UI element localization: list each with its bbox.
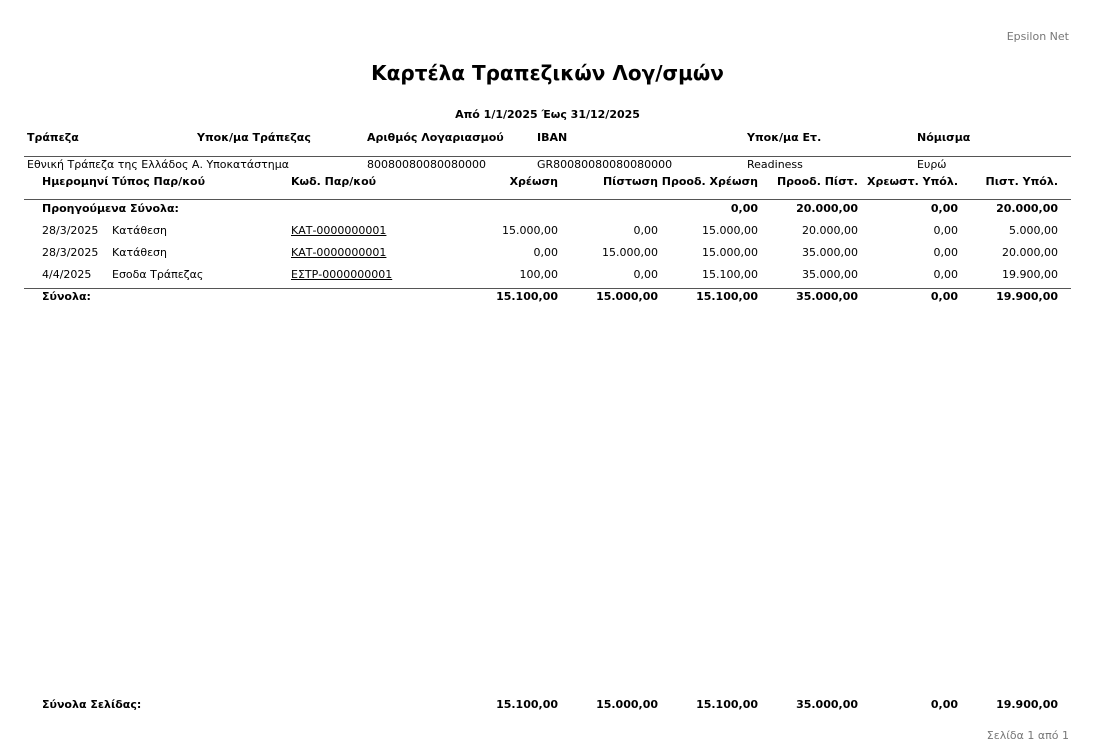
previous-prev-debit: 0,00: [730, 202, 758, 215]
iban-header: IBAN: [537, 131, 568, 144]
brand-label: Epsilon Net: [1006, 30, 1069, 43]
currency-value: Ευρώ: [917, 158, 947, 171]
row-credit-balance: 5.000,00: [1009, 224, 1058, 237]
col-debit-balance: Χρεωστ. Υπόλ.: [867, 175, 958, 188]
bank-header: Τράπεζα: [27, 131, 79, 144]
page-totals-label: Σύνολα Σελίδας:: [42, 698, 142, 711]
col-date: Ημερομηνί: [42, 175, 109, 188]
totals-credit-balance: 19.900,00: [996, 290, 1058, 303]
row-date: 4/4/2025: [42, 268, 92, 281]
report-title: Καρτέλα Τραπεζικών Λογ/σμών: [371, 61, 724, 85]
totals-credit: 15.000,00: [596, 290, 658, 303]
account-number-value: 80080080080080000: [367, 158, 486, 171]
totals-label: Σύνολα:: [42, 290, 91, 303]
row-credit-balance: 20.000,00: [1002, 246, 1058, 259]
row-credit: 15.000,00: [602, 246, 658, 259]
totals-debit: 15.100,00: [496, 290, 558, 303]
row-prev-debit: 15.000,00: [702, 246, 758, 259]
row-type: Εσοδα Τράπεζας: [112, 268, 204, 281]
column-header-divider: [24, 199, 1071, 200]
row-debit-balance: 0,00: [933, 268, 958, 281]
totals-divider: [24, 288, 1071, 289]
totals-debit-balance: 0,00: [930, 290, 958, 303]
currency-header: Νόμισμα: [917, 131, 971, 144]
col-prev-credit: Προοδ. Πίστ.: [776, 175, 858, 188]
row-debit: 15.000,00: [502, 224, 558, 237]
page-totals-debit: 15.100,00: [496, 698, 558, 711]
row-type: Κατάθεση: [112, 224, 167, 237]
totals-prev-debit: 15.100,00: [696, 290, 758, 303]
bank-value: Εθνική Τράπεζα της Ελλάδος Α. Υποκατάστημα: [27, 158, 289, 171]
company-branch-value: Readiness: [747, 158, 803, 171]
row-prev-credit: 20.000,00: [802, 224, 858, 237]
row-debit: 100,00: [519, 268, 558, 281]
col-credit-balance: Πιστ. Υπόλ.: [985, 175, 1058, 188]
row-credit: 0,00: [633, 224, 658, 237]
col-credit: Πίστωση: [602, 175, 658, 188]
row-doc-link[interactable]: ΕΣΤΡ-0000000001: [291, 268, 393, 281]
row-date: 28/3/2025: [42, 246, 99, 259]
row-debit: 0,00: [533, 246, 558, 259]
page-totals-prev-debit: 15.100,00: [696, 698, 758, 711]
row-prev-credit: 35.000,00: [802, 268, 858, 281]
report-period: Από 1/1/2025 Έως 31/12/2025: [455, 108, 640, 121]
company-branch-header: Υποκ/μα Ετ.: [747, 131, 822, 144]
page-indicator: Σελίδα 1 από 1: [986, 729, 1069, 742]
account-header-divider: [24, 156, 1071, 157]
page-totals-debit-balance: 0,00: [930, 698, 958, 711]
row-type: Κατάθεση: [112, 246, 167, 259]
col-prev-debit: Προοδ. Χρέωση: [661, 175, 758, 188]
iban-value: GR80080080080080000: [537, 158, 673, 171]
previous-totals-label: Προηγούμενα Σύνολα:: [42, 202, 179, 215]
row-prev-debit: 15.000,00: [702, 224, 758, 237]
row-prev-debit: 15.100,00: [702, 268, 758, 281]
col-debit: Χρέωση: [509, 175, 558, 188]
row-debit-balance: 0,00: [933, 224, 958, 237]
page-totals-prev-credit: 35.000,00: [796, 698, 858, 711]
row-prev-credit: 35.000,00: [802, 246, 858, 259]
page-totals-credit-balance: 19.900,00: [996, 698, 1058, 711]
row-doc-link[interactable]: ΚΑΤ-0000000001: [291, 224, 387, 237]
previous-credit-balance: 20.000,00: [996, 202, 1058, 215]
row-doc-link[interactable]: ΚΑΤ-0000000001: [291, 246, 387, 259]
account-number-header: Αριθμός Λογαριασμού: [367, 131, 504, 144]
row-debit-balance: 0,00: [933, 246, 958, 259]
previous-debit-balance: 0,00: [930, 202, 958, 215]
row-credit-balance: 19.900,00: [1002, 268, 1058, 281]
bank-branch-header: Υποκ/μα Τράπεζας: [197, 131, 311, 144]
totals-prev-credit: 35.000,00: [796, 290, 858, 303]
col-doc-code: Κωδ. Παρ/κού: [291, 175, 377, 188]
row-credit: 0,00: [633, 268, 658, 281]
row-date: 28/3/2025: [42, 224, 99, 237]
page-totals-credit: 15.000,00: [596, 698, 658, 711]
col-doc-type: Τύπος Παρ/κού: [112, 175, 205, 188]
previous-prev-credit: 20.000,00: [796, 202, 858, 215]
